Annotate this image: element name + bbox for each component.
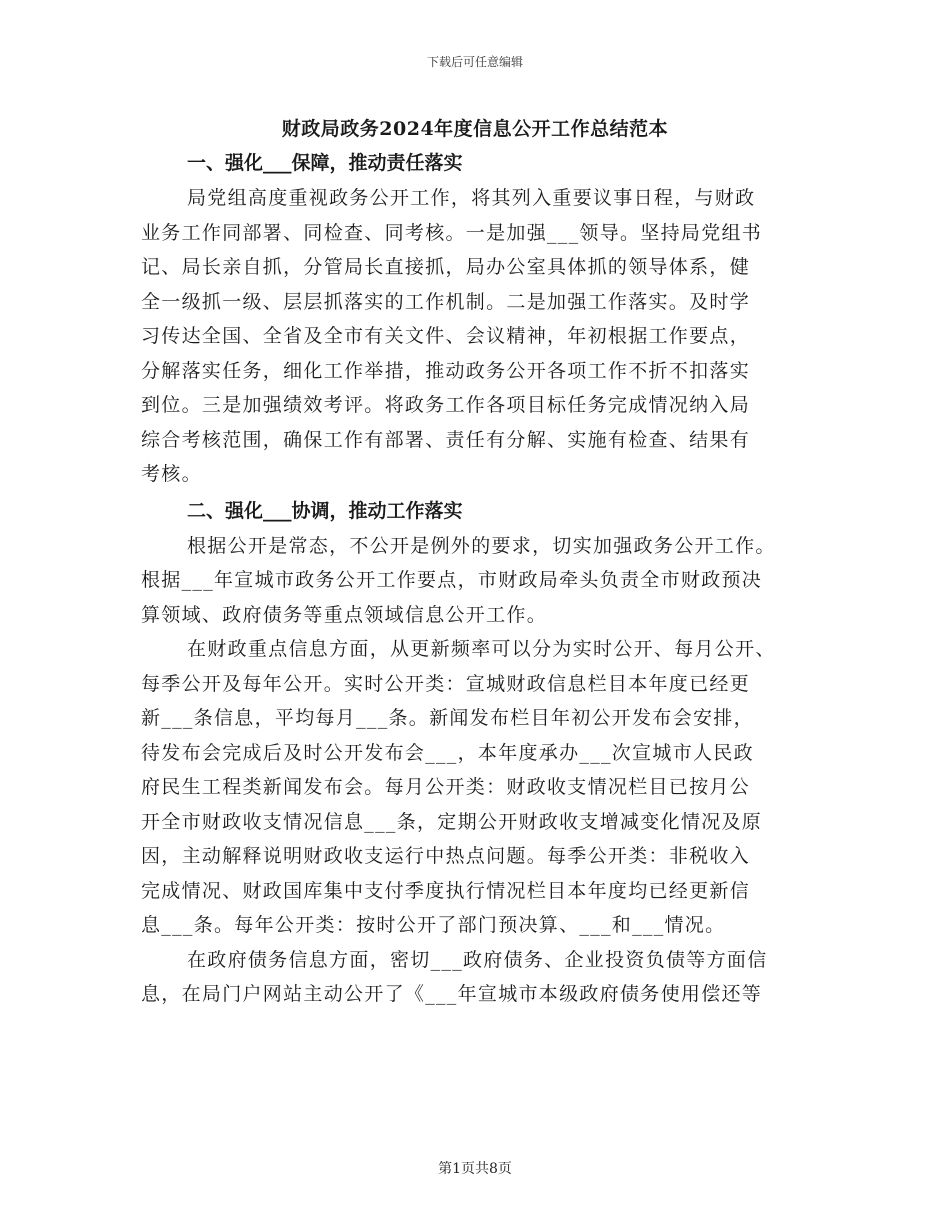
text-line: 府民生工程类新闻发布会。每月公开类：财政收支情况栏目已按月公: [141, 776, 751, 798]
text-line: 息，在局门户网站主动公开了《___年宣城市本级政府债务使用偿还等: [141, 983, 763, 1005]
text-line: 因，主动解释说明财政收支运行中热点问题。每季公开类：非税收入: [141, 845, 751, 867]
text-line: 考核。: [141, 463, 202, 485]
text-line: 分解落实任务，细化工作举措，推动政务公开各项工作不折不扣落实: [141, 359, 751, 382]
text-line: 局党组高度重视政务公开工作，将其列入重要议事日程，与财政: [187, 187, 756, 209]
text-line: 在政府债务信息方面，密切___政府债务、企业投资负债等方面信: [187, 948, 768, 971]
text-line: 到位。三是加强绩效考评。将政务工作各项目标任务完成情况纳入局: [141, 394, 751, 416]
text-line: 全一级抓一级、层层抓落实的工作机制。二是加强工作落实。及时学: [141, 290, 751, 313]
section-heading-1: 一、强化___保障，推动责任落实: [187, 152, 463, 174]
document-body: [141, 145, 813, 1012]
section-2-paragraph-3: [141, 943, 813, 1012]
text-line: 新___条信息，平均每月___条。新闻发布栏目年初公开发布会安排，: [141, 707, 754, 729]
text-line: 综合考核范围，确保工作有部署、责任有分解、实施有检查、结果有: [141, 428, 751, 451]
section-1-paragraph: [141, 181, 813, 492]
text-line: 根据公开是常态，不公开是例外的要求，切实加强政务公开工作。: [187, 534, 776, 557]
text-line: 每季公开及每年公开。实时公开类：宣城财政信息栏目本年度已经更: [141, 672, 751, 695]
page-footer: 第1页共8页: [438, 1161, 512, 1177]
text-line: 习传达全国、全省及全市有关文件、会议精神，年初根据工作要点，: [141, 325, 751, 347]
section-2-paragraph-1: [141, 529, 813, 633]
section-2-paragraph-2: [141, 632, 813, 943]
text-line: 根据___年宣城市政务公开工作要点，市财政局牵头负责全市财政预决: [141, 569, 763, 591]
text-line: 算领域、政府债务等重点领域信息公开工作。: [141, 603, 548, 626]
text-line: 记、局长亲自抓，分管局长直接抓，局办公室具体抓的领导体系，健: [141, 256, 751, 278]
text-line: 业务工作同部署、同检查、同考核。一是加强___领导。坚持局党组书: [141, 221, 763, 244]
text-line: 在财政重点信息方面，从更新频率可以分为实时公开、每月公开、: [187, 638, 776, 660]
document-title: 财政局政务2024年度信息公开工作总结范本: [281, 118, 669, 140]
text-line: 待发布会完成后及时公开发布会___，本年度承办___次宣城市人民政: [141, 741, 754, 764]
text-line: 息___条。每年公开类：按时公开了部门预决算、___和___情况。: [141, 914, 726, 936]
text-line: 开全市财政收支情况信息___条，定期公开财政收支增减变化情况及原: [141, 810, 763, 833]
text-line: 完成情况、财政国库集中支付季度执行情况栏目本年度均已经更新信: [141, 879, 751, 902]
section-heading-2: 二、强化___协调，推动工作落实: [187, 499, 463, 522]
header-note: 下载后可任意编辑: [426, 55, 523, 69]
